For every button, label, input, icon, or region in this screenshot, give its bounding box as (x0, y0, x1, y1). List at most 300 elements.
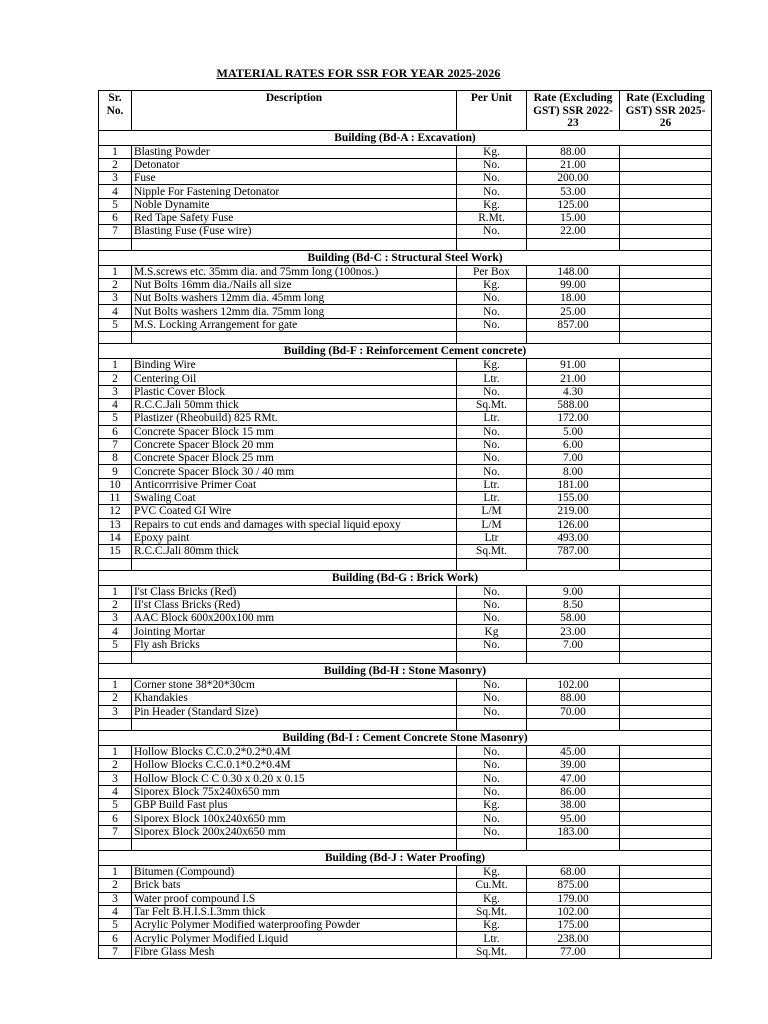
sr-no-cell: 1 (99, 585, 132, 598)
description-cell: Repairs to cut ends and damages with special liquid epoxy (132, 518, 457, 531)
empty-cell (457, 838, 527, 850)
rate-2025-26-cell (620, 531, 712, 544)
description-cell: Hollow Blocks C.C.0.2*0.2*0.4M (132, 745, 457, 758)
table-row (99, 452, 712, 465)
table-row (99, 211, 712, 224)
unit-cell: No. (457, 772, 527, 785)
sr-no-cell: 5 (99, 318, 132, 331)
rate-2025-26-cell (620, 865, 712, 878)
rate-2022-23-cell: 787.00 (527, 545, 620, 558)
description-cell: Concrete Spacer Block 20 mm (132, 438, 457, 451)
section-heading: Building (Bd-I : Cement Concrete Stone Masonry) (99, 730, 712, 745)
rate-2022-23-cell: 588.00 (527, 398, 620, 411)
rate-2025-26-cell (620, 679, 712, 692)
rate-2022-23-cell: 172.00 (527, 412, 620, 425)
empty-cell (132, 838, 457, 850)
empty-cell (527, 238, 620, 250)
description-cell: Nipple For Fastening Detonator (132, 185, 457, 198)
rate-2025-26-cell (620, 812, 712, 825)
rate-2025-26-cell (620, 198, 712, 211)
rate-2022-23-cell: 7.00 (527, 638, 620, 651)
rate-2022-23-cell: 148.00 (527, 265, 620, 278)
description-cell: Noble Dynamite (132, 198, 457, 211)
rate-2022-23-cell: 4.30 (527, 385, 620, 398)
empty-cell (620, 838, 712, 850)
sr-no-cell: 1 (99, 265, 132, 278)
unit-cell: Per Box (457, 265, 527, 278)
spacer-row (99, 238, 712, 250)
table-row (99, 438, 712, 451)
table-row (99, 679, 712, 692)
description-cell: Concrete Spacer Block 25 mm (132, 452, 457, 465)
rate-2025-26-cell (620, 211, 712, 224)
empty-cell (99, 332, 132, 344)
rate-2022-23-cell: 238.00 (527, 932, 620, 945)
rate-2025-26-cell (620, 825, 712, 838)
unit-cell: No. (457, 438, 527, 451)
rate-2022-23-cell: 125.00 (527, 198, 620, 211)
header-per-unit: Per Unit (457, 91, 527, 131)
description-cell: GBP Build Fast plus (132, 799, 457, 812)
sr-no-cell: 3 (99, 292, 132, 305)
section-heading-row (99, 130, 712, 145)
header-rate-2022-23: Rate (Excluding GST) SSR 2022-23 (527, 91, 620, 131)
description-cell: Nut Bolts washers 12mm dia. 75mm long (132, 305, 457, 318)
description-cell: Bitumen (Compound) (132, 865, 457, 878)
table-row (99, 799, 712, 812)
rate-2025-26-cell (620, 425, 712, 438)
unit-cell: Kg. (457, 799, 527, 812)
unit-cell: No. (457, 292, 527, 305)
description-cell: Pin Header (Standard Size) (132, 705, 457, 718)
sr-no-cell: 3 (99, 612, 132, 625)
description-cell: Acrylic Polymer Modified waterproofing Powder (132, 919, 457, 932)
sr-no-cell: 9 (99, 465, 132, 478)
table-row (99, 185, 712, 198)
rate-2022-23-cell: 181.00 (527, 478, 620, 491)
table-row (99, 465, 712, 478)
unit-cell: No. (457, 425, 527, 438)
empty-cell (620, 652, 712, 664)
unit-cell: Kg (457, 625, 527, 638)
section-heading-row (99, 344, 712, 359)
rate-2022-23-cell: 45.00 (527, 745, 620, 758)
sr-no-cell: 2 (99, 879, 132, 892)
section-heading-row (99, 664, 712, 679)
rate-2022-23-cell: 857.00 (527, 318, 620, 331)
unit-cell: No. (457, 172, 527, 185)
unit-cell: No. (457, 638, 527, 651)
unit-cell: Cu.Mt. (457, 879, 527, 892)
sr-no-cell: 6 (99, 211, 132, 224)
table-row (99, 705, 712, 718)
section-heading: Building (Bd-H : Stone Masonry) (99, 664, 712, 679)
rate-2025-26-cell (620, 625, 712, 638)
section-heading-row (99, 730, 712, 745)
table-row (99, 692, 712, 705)
table-row (99, 932, 712, 945)
section-heading: Building (Bd-A : Excavation) (99, 130, 712, 145)
table-row (99, 198, 712, 211)
sr-no-cell: 5 (99, 799, 132, 812)
sr-no-cell: 5 (99, 638, 132, 651)
unit-cell: Sq.Mt. (457, 545, 527, 558)
sr-no-cell: 13 (99, 518, 132, 531)
rate-2022-23-cell: 15.00 (527, 211, 620, 224)
unit-cell: Sq.Mt. (457, 905, 527, 918)
rate-2025-26-cell (620, 545, 712, 558)
empty-cell (527, 652, 620, 664)
rate-2022-23-cell: 70.00 (527, 705, 620, 718)
header-sr-no: Sr. No. (99, 91, 132, 131)
description-cell: Water proof compound I.S (132, 892, 457, 905)
rate-2022-23-cell: 183.00 (527, 825, 620, 838)
sr-no-cell: 3 (99, 172, 132, 185)
description-cell: Jointing Mortar (132, 625, 457, 638)
rate-2022-23-cell: 99.00 (527, 278, 620, 291)
rate-2022-23-cell: 179.00 (527, 892, 620, 905)
rate-2022-23-cell: 58.00 (527, 612, 620, 625)
sr-no-cell: 1 (99, 145, 132, 158)
table-header-row (99, 91, 712, 131)
sr-no-cell: 5 (99, 919, 132, 932)
empty-cell (527, 558, 620, 570)
unit-cell: No. (457, 692, 527, 705)
table-row (99, 318, 712, 331)
unit-cell: Sq.Mt. (457, 398, 527, 411)
rate-2022-23-cell: 77.00 (527, 945, 620, 958)
unit-cell: No. (457, 825, 527, 838)
description-cell: Siporex Block 200x240x650 mm (132, 825, 457, 838)
unit-cell: Ltr. (457, 492, 527, 505)
rate-2025-26-cell (620, 412, 712, 425)
empty-cell (620, 238, 712, 250)
table-row (99, 585, 712, 598)
description-cell: Plastic Cover Block (132, 385, 457, 398)
unit-cell: No. (457, 812, 527, 825)
rate-2025-26-cell (620, 932, 712, 945)
sr-no-cell: 7 (99, 225, 132, 238)
rate-2025-26-cell (620, 185, 712, 198)
sr-no-cell: 3 (99, 705, 132, 718)
sr-no-cell: 3 (99, 385, 132, 398)
empty-cell (457, 718, 527, 730)
sr-no-cell: 1 (99, 865, 132, 878)
rate-2025-26-cell (620, 305, 712, 318)
table-row (99, 385, 712, 398)
empty-cell (457, 332, 527, 344)
section-heading-row (99, 250, 712, 265)
rate-2022-23-cell: 102.00 (527, 679, 620, 692)
table-row (99, 372, 712, 385)
description-cell: PVC Coated GI Wire (132, 505, 457, 518)
table-row (99, 412, 712, 425)
unit-cell: No. (457, 465, 527, 478)
description-cell: Plastizer (Rheobuild) 825 RMt. (132, 412, 457, 425)
description-cell: Nut Bolts washers 12mm dia. 45mm long (132, 292, 457, 305)
rate-2022-23-cell: 21.00 (527, 158, 620, 171)
table-row (99, 892, 712, 905)
unit-cell: No. (457, 759, 527, 772)
rate-2025-26-cell (620, 745, 712, 758)
table-row (99, 531, 712, 544)
sr-no-cell: 4 (99, 785, 132, 798)
sr-no-cell: 1 (99, 679, 132, 692)
unit-cell: No. (457, 705, 527, 718)
description-cell: Blasting Powder (132, 145, 457, 158)
unit-cell: Kg. (457, 198, 527, 211)
description-cell: R.C.C.Jali 50mm thick (132, 398, 457, 411)
table-row (99, 919, 712, 932)
rate-2025-26-cell (620, 892, 712, 905)
table-row (99, 865, 712, 878)
rate-2025-26-cell (620, 919, 712, 932)
table-row (99, 545, 712, 558)
unit-cell: Kg. (457, 359, 527, 372)
rate-2022-23-cell: 68.00 (527, 865, 620, 878)
description-cell: Tar Felt B.H.I.S.I.3mm thick (132, 905, 457, 918)
spacer-row (99, 718, 712, 730)
empty-cell (132, 558, 457, 570)
rate-2022-23-cell: 53.00 (527, 185, 620, 198)
description-cell: Fly ash Bricks (132, 638, 457, 651)
description-cell: Hollow Blocks C.C.0.1*0.2*0.4M (132, 759, 457, 772)
description-cell: Binding Wire (132, 359, 457, 372)
unit-cell: No. (457, 185, 527, 198)
description-cell: AAC Block 600x200x100 mm (132, 612, 457, 625)
sr-no-cell: 2 (99, 598, 132, 611)
sr-no-cell: 11 (99, 492, 132, 505)
table-row (99, 278, 712, 291)
rate-2025-26-cell (620, 612, 712, 625)
table-row (99, 879, 712, 892)
rate-2025-26-cell (620, 452, 712, 465)
description-cell: Acrylic Polymer Modified Liquid (132, 932, 457, 945)
rate-2022-23-cell: 21.00 (527, 372, 620, 385)
description-cell: M.S.screws etc. 35mm dia. and 75mm long (100nos.) (132, 265, 457, 278)
unit-cell: No. (457, 585, 527, 598)
table-row (99, 425, 712, 438)
rate-2025-26-cell (620, 772, 712, 785)
description-cell: I'st Class Bricks (Red) (132, 585, 457, 598)
description-cell: Fibre Glass Mesh (132, 945, 457, 958)
empty-cell (527, 838, 620, 850)
rate-2025-26-cell (620, 359, 712, 372)
rate-2025-26-cell (620, 505, 712, 518)
table-row (99, 825, 712, 838)
sr-no-cell: 3 (99, 892, 132, 905)
unit-cell: No. (457, 318, 527, 331)
unit-cell: No. (457, 745, 527, 758)
rate-2025-26-cell (620, 585, 712, 598)
sr-no-cell: 10 (99, 478, 132, 491)
empty-cell (99, 718, 132, 730)
sr-no-cell: 2 (99, 692, 132, 705)
sr-no-cell: 6 (99, 812, 132, 825)
rate-2025-26-cell (620, 705, 712, 718)
table-row (99, 478, 712, 491)
unit-cell: Sq.Mt. (457, 945, 527, 958)
empty-cell (99, 652, 132, 664)
unit-cell: Kg. (457, 278, 527, 291)
table-body (99, 130, 712, 959)
description-cell: Siporex Block 100x240x650 mm (132, 812, 457, 825)
sr-no-cell: 1 (99, 359, 132, 372)
section-heading: Building (Bd-C : Structural Steel Work) (99, 250, 712, 265)
unit-cell: L/M (457, 505, 527, 518)
table-row (99, 598, 712, 611)
empty-cell (132, 332, 457, 344)
table-row (99, 759, 712, 772)
sr-no-cell: 15 (99, 545, 132, 558)
description-cell: Corner stone 38*20*30cm (132, 679, 457, 692)
empty-cell (620, 718, 712, 730)
rate-2025-26-cell (620, 478, 712, 491)
description-cell: M.S. Locking Arrangement for gate (132, 318, 457, 331)
unit-cell: No. (457, 305, 527, 318)
section-heading: Building (Bd-F : Reinforcement Cement concrete) (99, 344, 712, 359)
sr-no-cell: 6 (99, 932, 132, 945)
rate-2022-23-cell: 9.00 (527, 585, 620, 598)
rate-2025-26-cell (620, 598, 712, 611)
sr-no-cell: 3 (99, 772, 132, 785)
sr-no-cell: 5 (99, 198, 132, 211)
table-row (99, 359, 712, 372)
spacer-row (99, 652, 712, 664)
sr-no-cell: 6 (99, 425, 132, 438)
description-cell: Concrete Spacer Block 15 mm (132, 425, 457, 438)
sr-no-cell: 2 (99, 158, 132, 171)
empty-cell (99, 558, 132, 570)
rate-2022-23-cell: 39.00 (527, 759, 620, 772)
unit-cell: L/M (457, 518, 527, 531)
empty-cell (620, 332, 712, 344)
spacer-row (99, 558, 712, 570)
sr-no-cell: 4 (99, 185, 132, 198)
unit-cell: No. (457, 158, 527, 171)
table-row (99, 158, 712, 171)
sr-no-cell: 5 (99, 412, 132, 425)
rate-2022-23-cell: 91.00 (527, 359, 620, 372)
description-cell: Hollow Block C C 0.30 x 0.20 x 0.15 (132, 772, 457, 785)
unit-cell: No. (457, 598, 527, 611)
rate-2025-26-cell (620, 905, 712, 918)
rate-2022-23-cell: 8.50 (527, 598, 620, 611)
empty-cell (132, 238, 457, 250)
table-row (99, 225, 712, 238)
sr-no-cell: 2 (99, 759, 132, 772)
section-heading: Building (Bd-J : Water Proofing) (99, 850, 712, 865)
table-row (99, 812, 712, 825)
rate-2022-23-cell: 175.00 (527, 919, 620, 932)
description-cell: Siporex Block 75x240x650 mm (132, 785, 457, 798)
rate-2022-23-cell: 47.00 (527, 772, 620, 785)
sr-no-cell: 14 (99, 531, 132, 544)
sr-no-cell: 4 (99, 398, 132, 411)
description-cell: Epoxy paint (132, 531, 457, 544)
rate-2025-26-cell (620, 799, 712, 812)
rate-2025-26-cell (620, 759, 712, 772)
empty-cell (99, 238, 132, 250)
unit-cell: Kg. (457, 145, 527, 158)
table-row (99, 505, 712, 518)
rate-2025-26-cell (620, 372, 712, 385)
sr-no-cell: 1 (99, 745, 132, 758)
rate-2025-26-cell (620, 265, 712, 278)
unit-cell: Kg. (457, 919, 527, 932)
header-rate-2025-26: Rate (Excluding GST) SSR 2025-26 (620, 91, 712, 131)
unit-cell: No. (457, 679, 527, 692)
rate-2025-26-cell (620, 879, 712, 892)
description-cell: Detonator (132, 158, 457, 171)
empty-cell (457, 238, 527, 250)
description-cell: Fuse (132, 172, 457, 185)
rate-2025-26-cell (620, 385, 712, 398)
table-row (99, 785, 712, 798)
unit-cell: Ltr. (457, 412, 527, 425)
rate-2022-23-cell: 200.00 (527, 172, 620, 185)
rate-2025-26-cell (620, 638, 712, 651)
spacer-row (99, 838, 712, 850)
unit-cell: No. (457, 785, 527, 798)
sr-no-cell: 2 (99, 372, 132, 385)
rate-2025-26-cell (620, 398, 712, 411)
table-row (99, 398, 712, 411)
table-row (99, 518, 712, 531)
table-row (99, 945, 712, 958)
section-heading: Building (Bd-G : Brick Work) (99, 570, 712, 585)
description-cell: Centering Oil (132, 372, 457, 385)
sr-no-cell: 12 (99, 505, 132, 518)
rate-2022-23-cell: 155.00 (527, 492, 620, 505)
empty-cell (132, 718, 457, 730)
unit-cell: No. (457, 452, 527, 465)
spacer-row (99, 332, 712, 344)
rate-2025-26-cell (620, 145, 712, 158)
rate-2022-23-cell: 219.00 (527, 505, 620, 518)
empty-cell (527, 332, 620, 344)
description-cell: Blasting Fuse (Fuse wire) (132, 225, 457, 238)
rate-2025-26-cell (620, 158, 712, 171)
rate-2025-26-cell (620, 318, 712, 331)
empty-cell (99, 838, 132, 850)
sr-no-cell: 4 (99, 905, 132, 918)
table-row (99, 625, 712, 638)
table-row (99, 612, 712, 625)
rate-2025-26-cell (620, 692, 712, 705)
table-row (99, 905, 712, 918)
rate-2025-26-cell (620, 518, 712, 531)
empty-cell (457, 652, 527, 664)
sr-no-cell: 8 (99, 452, 132, 465)
rate-2025-26-cell (620, 945, 712, 958)
unit-cell: No. (457, 225, 527, 238)
rate-2025-26-cell (620, 225, 712, 238)
table-row (99, 745, 712, 758)
rate-2022-23-cell: 875.00 (527, 879, 620, 892)
unit-cell: Kg. (457, 865, 527, 878)
document-title: MATERIAL RATES FOR SSR FOR YEAR 2025-2026 (216, 66, 501, 80)
table-row (99, 638, 712, 651)
header-description: Description (132, 91, 457, 131)
unit-cell: Ltr. (457, 932, 527, 945)
rate-2025-26-cell (620, 292, 712, 305)
description-cell: Khandakies (132, 692, 457, 705)
sr-no-cell: 7 (99, 945, 132, 958)
table-row (99, 492, 712, 505)
empty-cell (457, 558, 527, 570)
rate-2022-23-cell: 8.00 (527, 465, 620, 478)
